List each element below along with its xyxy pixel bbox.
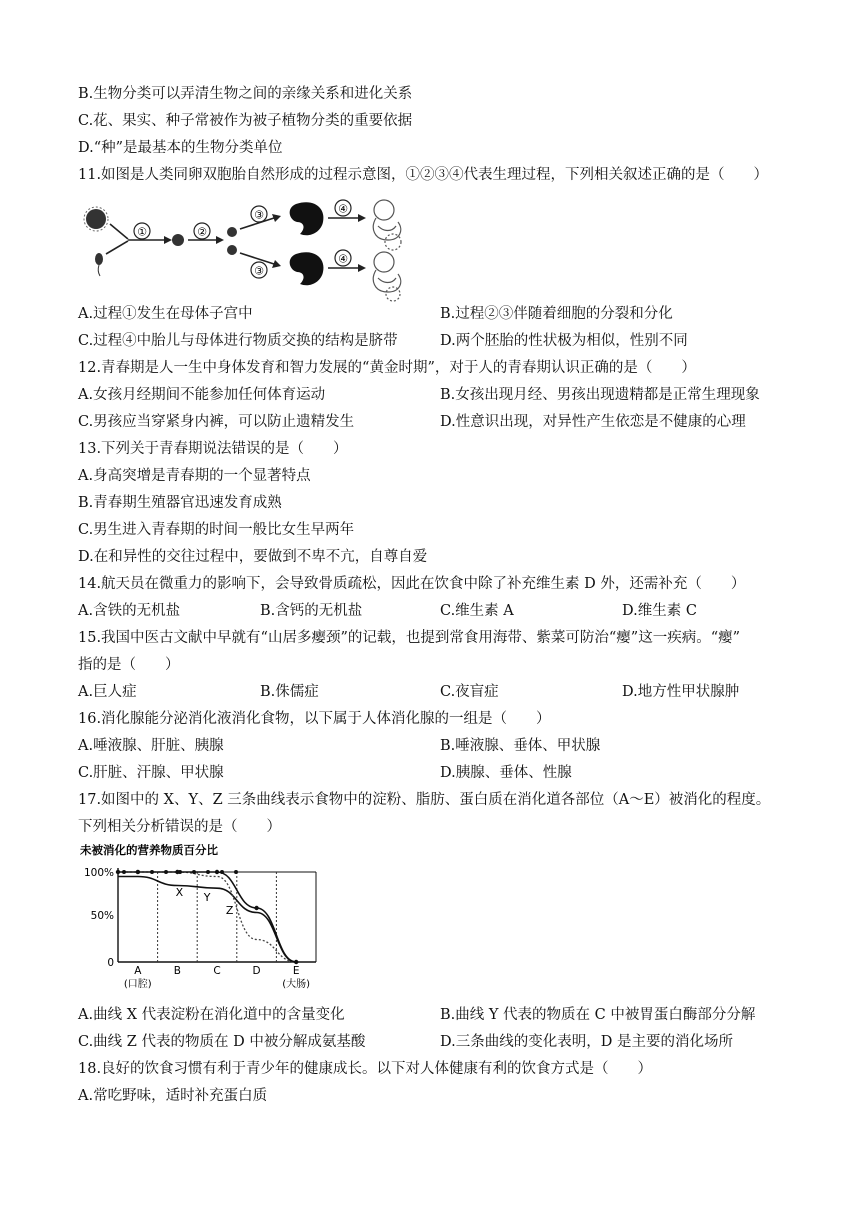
q13-option-c: C.男生进入青春期的时间一般比女生早两年	[78, 522, 355, 538]
q12-option-b: B.女孩出现月经、男孩出现遗精都是正常生理现象	[440, 387, 760, 403]
process-label-3-top: ③	[254, 208, 264, 222]
y-tick-100: 100%	[83, 867, 114, 879]
process-label-4-bottom: ④	[338, 252, 348, 266]
zygote	[172, 234, 184, 246]
q10-option-c: C.花、果实、种子常被作为被子植物分类的重要依据	[78, 113, 413, 129]
q13-option-b: B.青春期生殖器官迅速发育成熟	[78, 495, 282, 511]
q17-option-c: C.曲线 Z 代表的物质在 D 中被分解成氨基酸	[78, 1034, 366, 1050]
q15-stem-line1: 15.我国中医古文献中早就有“山居多瘿颈”的记载，也提到常食用海带、紫菜可防治“瘿”这一疾病。“瘿”	[78, 630, 741, 646]
q15-option-d: D.地方性甲状腺肿	[622, 684, 740, 700]
q15-option-b: B.侏儒症	[260, 684, 319, 700]
y-tick-0: 0	[107, 957, 114, 969]
q11-option-d: D.两个胚胎的性状极为相似，性别不同	[440, 333, 688, 349]
top-line-point	[164, 870, 168, 874]
q14-option-d: D.维生素 C	[622, 603, 697, 619]
series-label-x: X	[175, 885, 184, 899]
process-label-4-top: ④	[338, 202, 348, 216]
process-label-1: ①	[137, 225, 147, 239]
series-point-z	[254, 906, 258, 910]
top-line-point	[220, 870, 224, 874]
top-line-point	[178, 870, 182, 874]
x-tick-label: C	[213, 965, 221, 977]
top-line-point	[206, 870, 210, 874]
sperm-cell	[95, 253, 103, 265]
x-tick-label: A	[134, 965, 142, 977]
q15-option-a: A.巨人症	[78, 684, 137, 700]
q16-stem: 16.消化腺能分泌消化液消化食物，以下属于人体消化腺的一组是（ ）	[78, 711, 551, 727]
x-tick-note: (口腔)	[123, 979, 152, 990]
top-line-point	[136, 870, 140, 874]
series-label-z: Z	[225, 903, 234, 917]
q11-stem: 11.如图是人类同卵双胞胎自然形成的过程示意图，①②③④代表生理过程，下列相关叙述正确的是（ ）	[78, 167, 769, 183]
q15-option-c: C.夜盲症	[440, 684, 499, 700]
egg-cell	[86, 209, 106, 229]
q17-option-d: D.三条曲线的变化表明，D 是主要的消化场所	[440, 1034, 733, 1050]
process-label-3-bottom: ③	[254, 264, 264, 278]
q17-stem-line1: 17.如图中的 X、Y、Z 三条曲线表示食物中的淀粉、脂肪、蛋白质在消化道各部位（A～E）被消化的程度。	[78, 792, 771, 808]
q18-stem: 18.良好的饮食习惯有利于青少年的健康成长。以下对人体健康有利的饮食方式是（ ）	[78, 1061, 653, 1077]
x-tick-note: (大肠)	[282, 979, 311, 990]
q12-option-c: C.男孩应当穿紧身内裤，可以防止遗精发生	[78, 414, 355, 430]
fetus-top	[373, 200, 401, 250]
q12-stem: 12.青春期是人一生中身体发育和智力发展的“黄金时期”，对于人的青春期认识正确的是（ ）	[78, 360, 696, 376]
y-tick-50: 50%	[90, 910, 114, 922]
q10-option-b: B.生物分类可以弄清生物之间的亲缘关系和进化关系	[78, 86, 413, 102]
q16-option-a: A.唾液腺、肝脏、胰腺	[78, 738, 224, 754]
top-line-point	[150, 870, 154, 874]
q13-stem: 13.下列关于青春期说法错误的是（ ）	[78, 441, 348, 457]
x-tick-label: B	[173, 965, 182, 977]
q14-option-a: A.含铁的无机盐	[78, 603, 181, 619]
q11-option-c: C.过程④中胎儿与母体进行物质交换的结构是脐带	[78, 333, 398, 349]
digestion-chart	[78, 840, 323, 1000]
q17-option-a: A.曲线 X 代表淀粉在消化道中的含量变化	[78, 1007, 345, 1023]
q15-stem-line2: 指的是（ ）	[78, 657, 180, 673]
top-line-point	[122, 870, 126, 874]
q18-option-a: A.常吃野味，适时补充蛋白质	[78, 1088, 268, 1104]
cell-mass-top	[227, 227, 237, 237]
top-line-point	[234, 870, 238, 874]
q14-option-b: B.含钙的无机盐	[260, 603, 363, 619]
q12-option-a: A.女孩月经期间不能参加任何体育运动	[78, 387, 326, 403]
cell-mass-bottom	[227, 245, 237, 255]
series-label-y: Y	[203, 891, 211, 905]
q11-option-b: B.过程②③伴随着细胞的分裂和分化	[440, 306, 673, 322]
q14-option-c: C.维生素 A	[440, 603, 514, 619]
fetus-bottom	[373, 252, 400, 301]
x-tick-label: E	[292, 965, 300, 977]
q16-option-d: D.胰腺、垂体、性腺	[440, 765, 572, 781]
q10-option-d: D.“种”是最基本的生物分类单位	[78, 140, 283, 156]
q17-option-b: B.曲线 Y 代表的物质在 C 中被胃蛋白酶部分分解	[440, 1007, 756, 1023]
series-line-z	[118, 872, 296, 962]
q12-option-d: D.性意识出现，对异性产生依恋是不健康的心理	[440, 414, 746, 430]
chart-title: 未被消化的营养物质百分比	[80, 843, 218, 857]
q17-stem-line2: 下列相关分析错误的是（ ）	[78, 819, 281, 835]
q11-option-a: A.过程①发生在母体子宫中	[78, 306, 253, 322]
q16-option-b: B.唾液腺、垂体、甲状腺	[440, 738, 601, 754]
series-point-z	[215, 870, 219, 874]
q16-option-c: C.肝脏、汗腺、甲状腺	[78, 765, 224, 781]
q13-option-d: D.在和异性的交往过程中，要做到不卑不亢，自尊自爱	[78, 549, 428, 565]
series-point-z	[294, 960, 298, 964]
q13-option-a: A.身高突增是青春期的一个显著特点	[78, 468, 311, 484]
top-line-point	[192, 870, 196, 874]
q14-stem: 14.航天员在微重力的影响下，会导致骨质疏松，因此在饮食中除了补充维生素 D 外，还需补充（ ）	[78, 576, 746, 592]
embryo-top	[290, 202, 324, 235]
process-label-2: ②	[197, 225, 207, 239]
x-tick-label: D	[252, 965, 261, 977]
twin-formation-figure	[78, 196, 418, 304]
embryo-bottom	[290, 252, 324, 285]
series-point-z	[116, 870, 120, 874]
